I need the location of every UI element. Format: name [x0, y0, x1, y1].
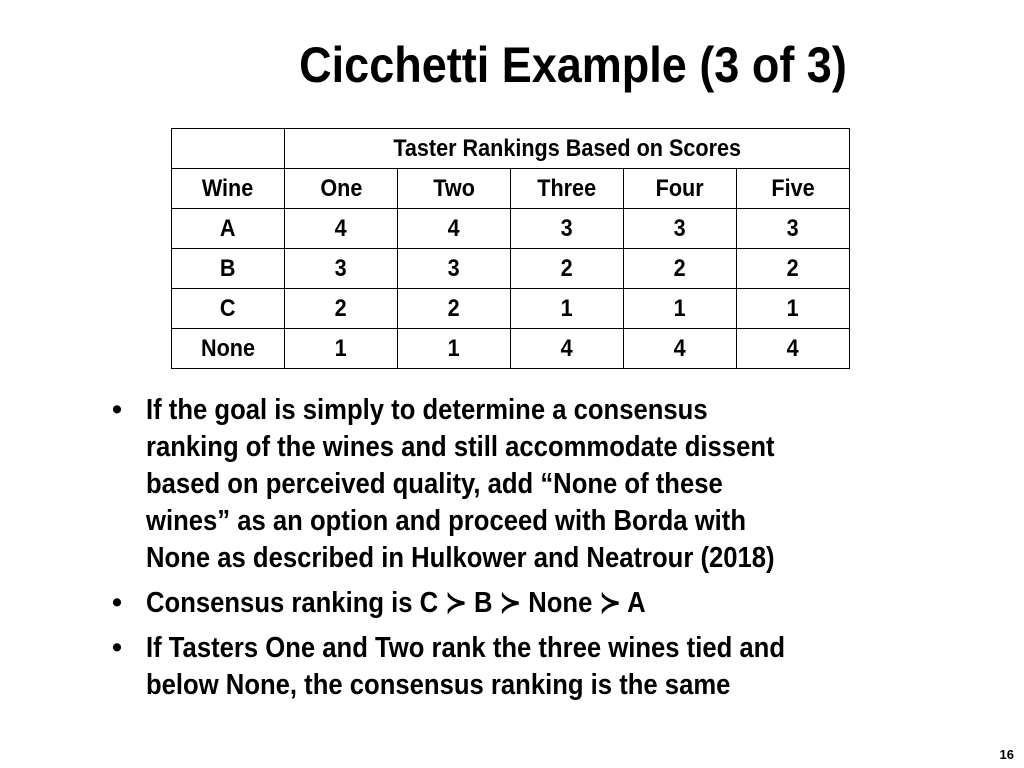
table-cell — [624, 249, 737, 289]
bullet-item — [112, 585, 856, 622]
table-cell — [737, 329, 850, 369]
bullet-line: If the goal is simply to determine a consensus — [146, 394, 708, 426]
table-cell — [172, 209, 285, 249]
cell-text: 1 — [334, 334, 348, 362]
table-cell — [398, 329, 511, 369]
bullet-line: wines” as an option and proceed with Borda with — [146, 505, 746, 537]
bullet-item — [112, 630, 856, 704]
column-header — [172, 169, 285, 209]
table-cell — [172, 329, 285, 369]
table-cell — [172, 289, 285, 329]
bullet-icon: • — [112, 587, 122, 619]
table-group-header — [285, 129, 850, 169]
table-cell — [285, 209, 398, 249]
cell-text: B — [220, 254, 236, 282]
group-header-text: Taster Rankings Based on Scores — [393, 134, 741, 162]
cell-text: 4 — [447, 214, 461, 242]
cell-text: 3 — [447, 254, 461, 282]
table-cell — [172, 249, 285, 289]
cell-text: 1 — [447, 334, 461, 362]
cell-text: 4 — [334, 214, 348, 242]
cell-text: None — [201, 334, 255, 362]
column-header-text: Three — [537, 174, 597, 202]
cell-text: 4 — [786, 334, 800, 362]
table-cell — [624, 329, 737, 369]
table-cell — [398, 249, 511, 289]
table-cell — [285, 249, 398, 289]
table-row — [172, 329, 850, 369]
cell-text: 3 — [673, 214, 687, 242]
bullet-icon: • — [112, 632, 122, 664]
cell-text: 2 — [560, 254, 574, 282]
cell-text: 1 — [560, 294, 574, 322]
cell-text: A — [220, 214, 236, 242]
table-cell — [511, 329, 624, 369]
column-header-text: One — [319, 174, 363, 202]
column-header — [398, 169, 511, 209]
table-cell — [511, 209, 624, 249]
column-header — [285, 169, 398, 209]
table-cell — [511, 289, 624, 329]
table-cell — [737, 209, 850, 249]
column-header — [624, 169, 737, 209]
column-header-text: Wine — [202, 174, 254, 202]
bullet-item — [112, 392, 856, 577]
cell-text: 3 — [334, 254, 348, 282]
table-cell — [737, 289, 850, 329]
table-cell — [624, 289, 737, 329]
cell-text: 2 — [334, 294, 348, 322]
bullet-icon: • — [112, 394, 122, 426]
table-cell — [285, 289, 398, 329]
bullet-line: below None, the consensus ranking is the same — [146, 669, 731, 701]
rankings-table — [171, 128, 850, 369]
column-header-text: Four — [655, 174, 704, 202]
column-header — [511, 169, 624, 209]
slide-title: Cicchetti Example (3 of 3) — [299, 37, 847, 93]
bullet-line: Consensus ranking is C ≻ B ≻ None ≻ A — [146, 587, 646, 619]
table-cell — [737, 249, 850, 289]
table-row — [172, 249, 850, 289]
cell-text: 1 — [673, 294, 687, 322]
table-cell — [398, 209, 511, 249]
table-cell — [624, 209, 737, 249]
bullet-line: based on perceived quality, add “None of these — [146, 468, 723, 500]
cell-text: 2 — [447, 294, 461, 322]
table-cell — [398, 289, 511, 329]
cell-text: 2 — [786, 254, 800, 282]
table-header-row — [172, 169, 850, 209]
bullet-line: If Tasters One and Two rank the three wines tied and — [146, 632, 786, 664]
table-group-header-row — [172, 129, 850, 169]
table-cell — [285, 329, 398, 369]
table-cell — [511, 249, 624, 289]
bullet-line: None as described in Hulkower and Neatrour (2018) — [146, 542, 775, 574]
cell-text: 3 — [786, 214, 800, 242]
page-number: 16 — [999, 747, 1014, 762]
cell-text: 4 — [673, 334, 687, 362]
cell-text: C — [220, 294, 236, 322]
cell-text: 1 — [786, 294, 800, 322]
table-corner-cell — [172, 129, 285, 169]
cell-text: 2 — [673, 254, 687, 282]
table-row — [172, 209, 850, 249]
bullet-line: ranking of the wines and still accommodate dissent — [146, 431, 775, 463]
cell-text: 4 — [560, 334, 574, 362]
column-header-text: Two — [433, 174, 475, 202]
bullet-list — [112, 392, 856, 712]
column-header — [737, 169, 850, 209]
table-row — [172, 289, 850, 329]
column-header-text: Five — [771, 174, 815, 202]
cell-text: 3 — [560, 214, 574, 242]
